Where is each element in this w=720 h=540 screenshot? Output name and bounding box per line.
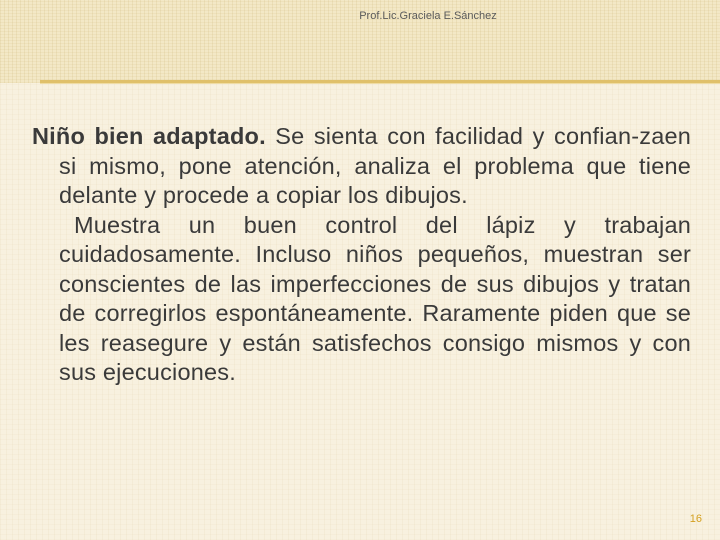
page-number: 16 — [689, 513, 702, 525]
paragraph-1 — [32, 122, 691, 211]
header-divider — [40, 80, 720, 84]
paragraph-2-text: Muestra un buen control del lápiz y trabajan cuidadosamente. Incluso niños pequeños, muestran ser conscientes de las imperfecciones de sus dibujos y tratan de corregirlos espontáneamente. Raramente piden que se les reasegure y están satisfechos consigo mismos y con sus ejecuciones. — [59, 211, 691, 385]
paragraph-1-text: Se sienta con facilidad y confian-zaen si mismo, pone atención, analiza el problema que tiene delante y procede a copiar los dibujos. — [59, 123, 691, 208]
slide-body — [32, 122, 691, 388]
paragraph-2 — [32, 211, 691, 388]
paragraph-1-lead: Niño bien adaptado. — [32, 123, 266, 149]
slide-header: Prof.Lic.Graciela E.Sánchez — [359, 10, 497, 22]
